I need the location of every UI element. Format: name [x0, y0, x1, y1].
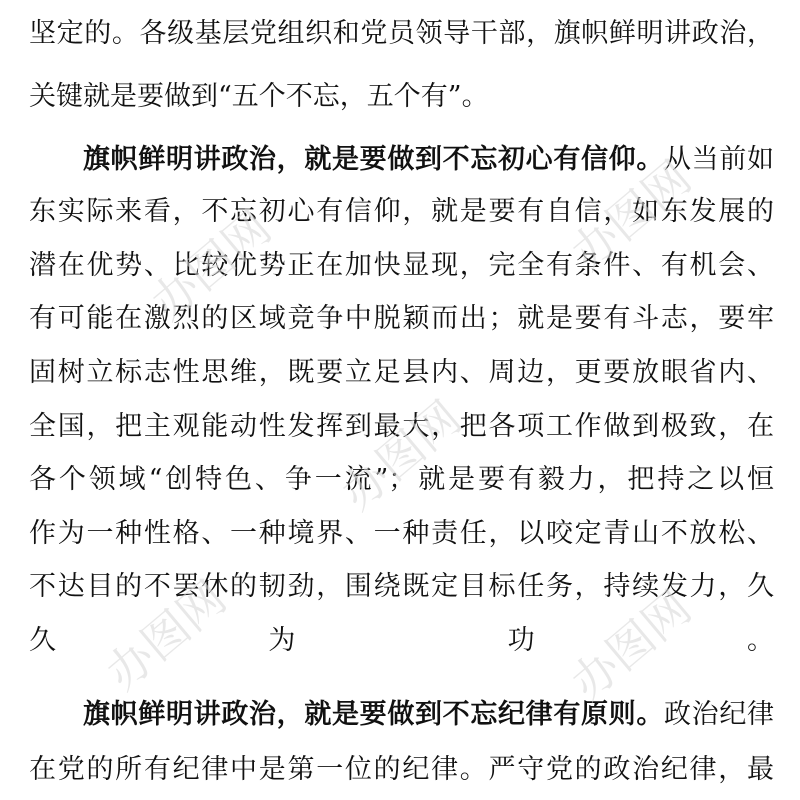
paragraph-heading-line-2 [83, 695, 774, 735]
paragraph-heading-line-1 [83, 140, 774, 180]
watermark: 办图网 [560, 150, 702, 281]
text-line-5: 潜在优势、比较优势正在加快显现，完全有条件、有机会、 [29, 250, 774, 281]
text-line-11: 不达目的不罢休的韧劲，围绕既定目标任务，持续发力，久 [29, 571, 774, 602]
text-line-4: 东实际来看，不忘初心有信仰，就是要有自信，如东发展的 [29, 196, 774, 227]
watermark: 办图网 [140, 200, 282, 331]
watermark: 办图网 [330, 390, 472, 521]
text-line-1: 坚定的。各级基层党组织和党员领导干部，旗帜鲜明讲政治， [29, 18, 774, 49]
text-line-8: 全国，把主观能动性发挥到最大，把各项工作做到极致，在 [29, 411, 774, 442]
paragraph-heading-1: 旗帜鲜明讲政治，就是要做到不忘初心有信仰。 [83, 144, 664, 175]
watermark: 办图网 [95, 570, 237, 701]
text-line-12: 久为功。 [29, 625, 774, 656]
watermark: 办图网 [560, 580, 702, 711]
paragraph-heading-2: 旗帜鲜明讲政治，就是要做到不忘纪律有原则。 [83, 699, 664, 730]
text-line-15: 在党的所有纪律中是第一位的纪律。严守党的政治纪律，最 [29, 754, 774, 785]
text-line-2: 关键就是要做到“五个不忘，五个有”。 [29, 81, 489, 112]
text-line-10: 作为一种性格、一种境界、一种责任，以咬定青山不放松、 [29, 518, 774, 549]
text-line-9: 各个领域“创特色、争一流”；就是要有毅力，把持之以恒 [29, 464, 774, 495]
text-line-7: 固树立标志性思维，既要立足县内、周边，更要放眼省内、 [29, 357, 774, 388]
text-line-6: 有可能在激烈的区域竞争中脱颖而出；就是要有斗志，要牢 [29, 303, 774, 334]
paragraph-heading-2-tail: 政治纪律 [664, 699, 774, 730]
paragraph-heading-1-tail: 从当前如 [664, 144, 774, 175]
